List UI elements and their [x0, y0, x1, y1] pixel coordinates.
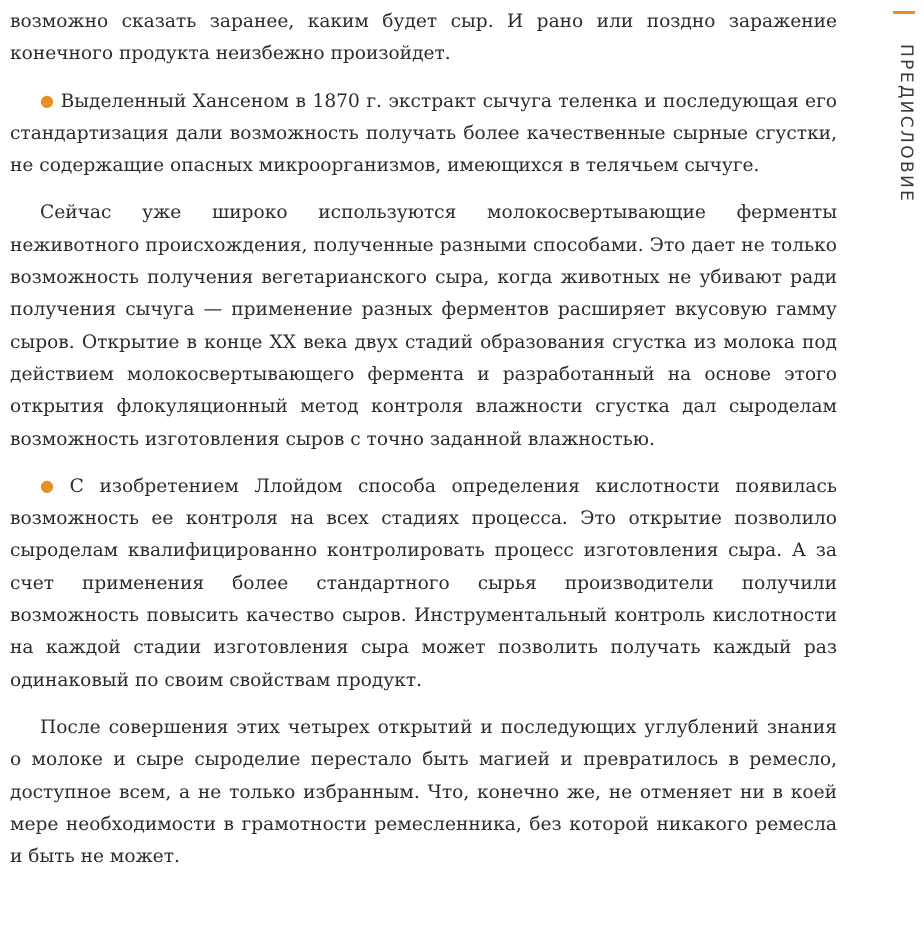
bullet-icon: ●	[40, 90, 55, 110]
section-accent-rule	[893, 11, 915, 14]
section-running-head: ПРЕДИСЛОВИЕ	[896, 44, 916, 204]
paragraph-text: Выделенный Хансеном в 1870 г. экстракт сычуга теленка и последующая его стандартизация дали возможность получать более качественные сырные сгустки, не содержащие опасных микроорганизмов, имеющихся в телячьем сычуге.	[10, 90, 837, 177]
paragraph-continued: возможно сказать заранее, каким будет сыр. И рано или поздно заражение конечного продукта неизбежно произойдет.	[10, 11, 837, 65]
page-body	[10, 6, 837, 888]
bullet-icon: ●	[40, 475, 64, 495]
paragraph-bullet-lloyd	[10, 471, 837, 697]
paragraph-bullet-hansen	[10, 86, 837, 183]
paragraph-enzymes: Сейчас уже широко используются молокосвертывающие ферменты неживотного происхождения, полученные разными способами. Это дает не только возможность получения вегетарианского сыра, когда животных не убивают ради получения сычуга — применение разных ферментов расширяет вкусовую гамму сыров. Открытие в конце XX века двух стадий образования сгустка из молока под действием молокосвертывающего фермента и разработанный на основе этого открытия флокуляционный метод контроля влажности сгустка дал сыроделам возможность изготовления сыров с точно заданной влажностью.	[10, 202, 837, 450]
paragraph-text: С изобретением Ллойдом способа определения кислотности появилась возможность ее контроля на всех стадиях процесса. Это открытие позволило сыроделам квалифицированно контролировать процесс изготовления сыра. А за счет применения более стандартного сырья производители получили возможность повысить качество сыров. Инструментальный контроль кислотности на каждой стадии изготовления сыра может позволить получать каждый раз одинаковый по своим свойствам продукт.	[10, 475, 837, 691]
paragraph-conclusion: После совершения этих четырех открытий и последующих углублений знания о молоке и сыре сыроделие перестало быть магией и превратилось в ремесло, доступное всем, а не только избранным. Что, конечно же, не отменяет ни в коей мере необходимости в грамотности ремесленника, без которой никакого ремесла и быть не может.	[10, 716, 837, 868]
